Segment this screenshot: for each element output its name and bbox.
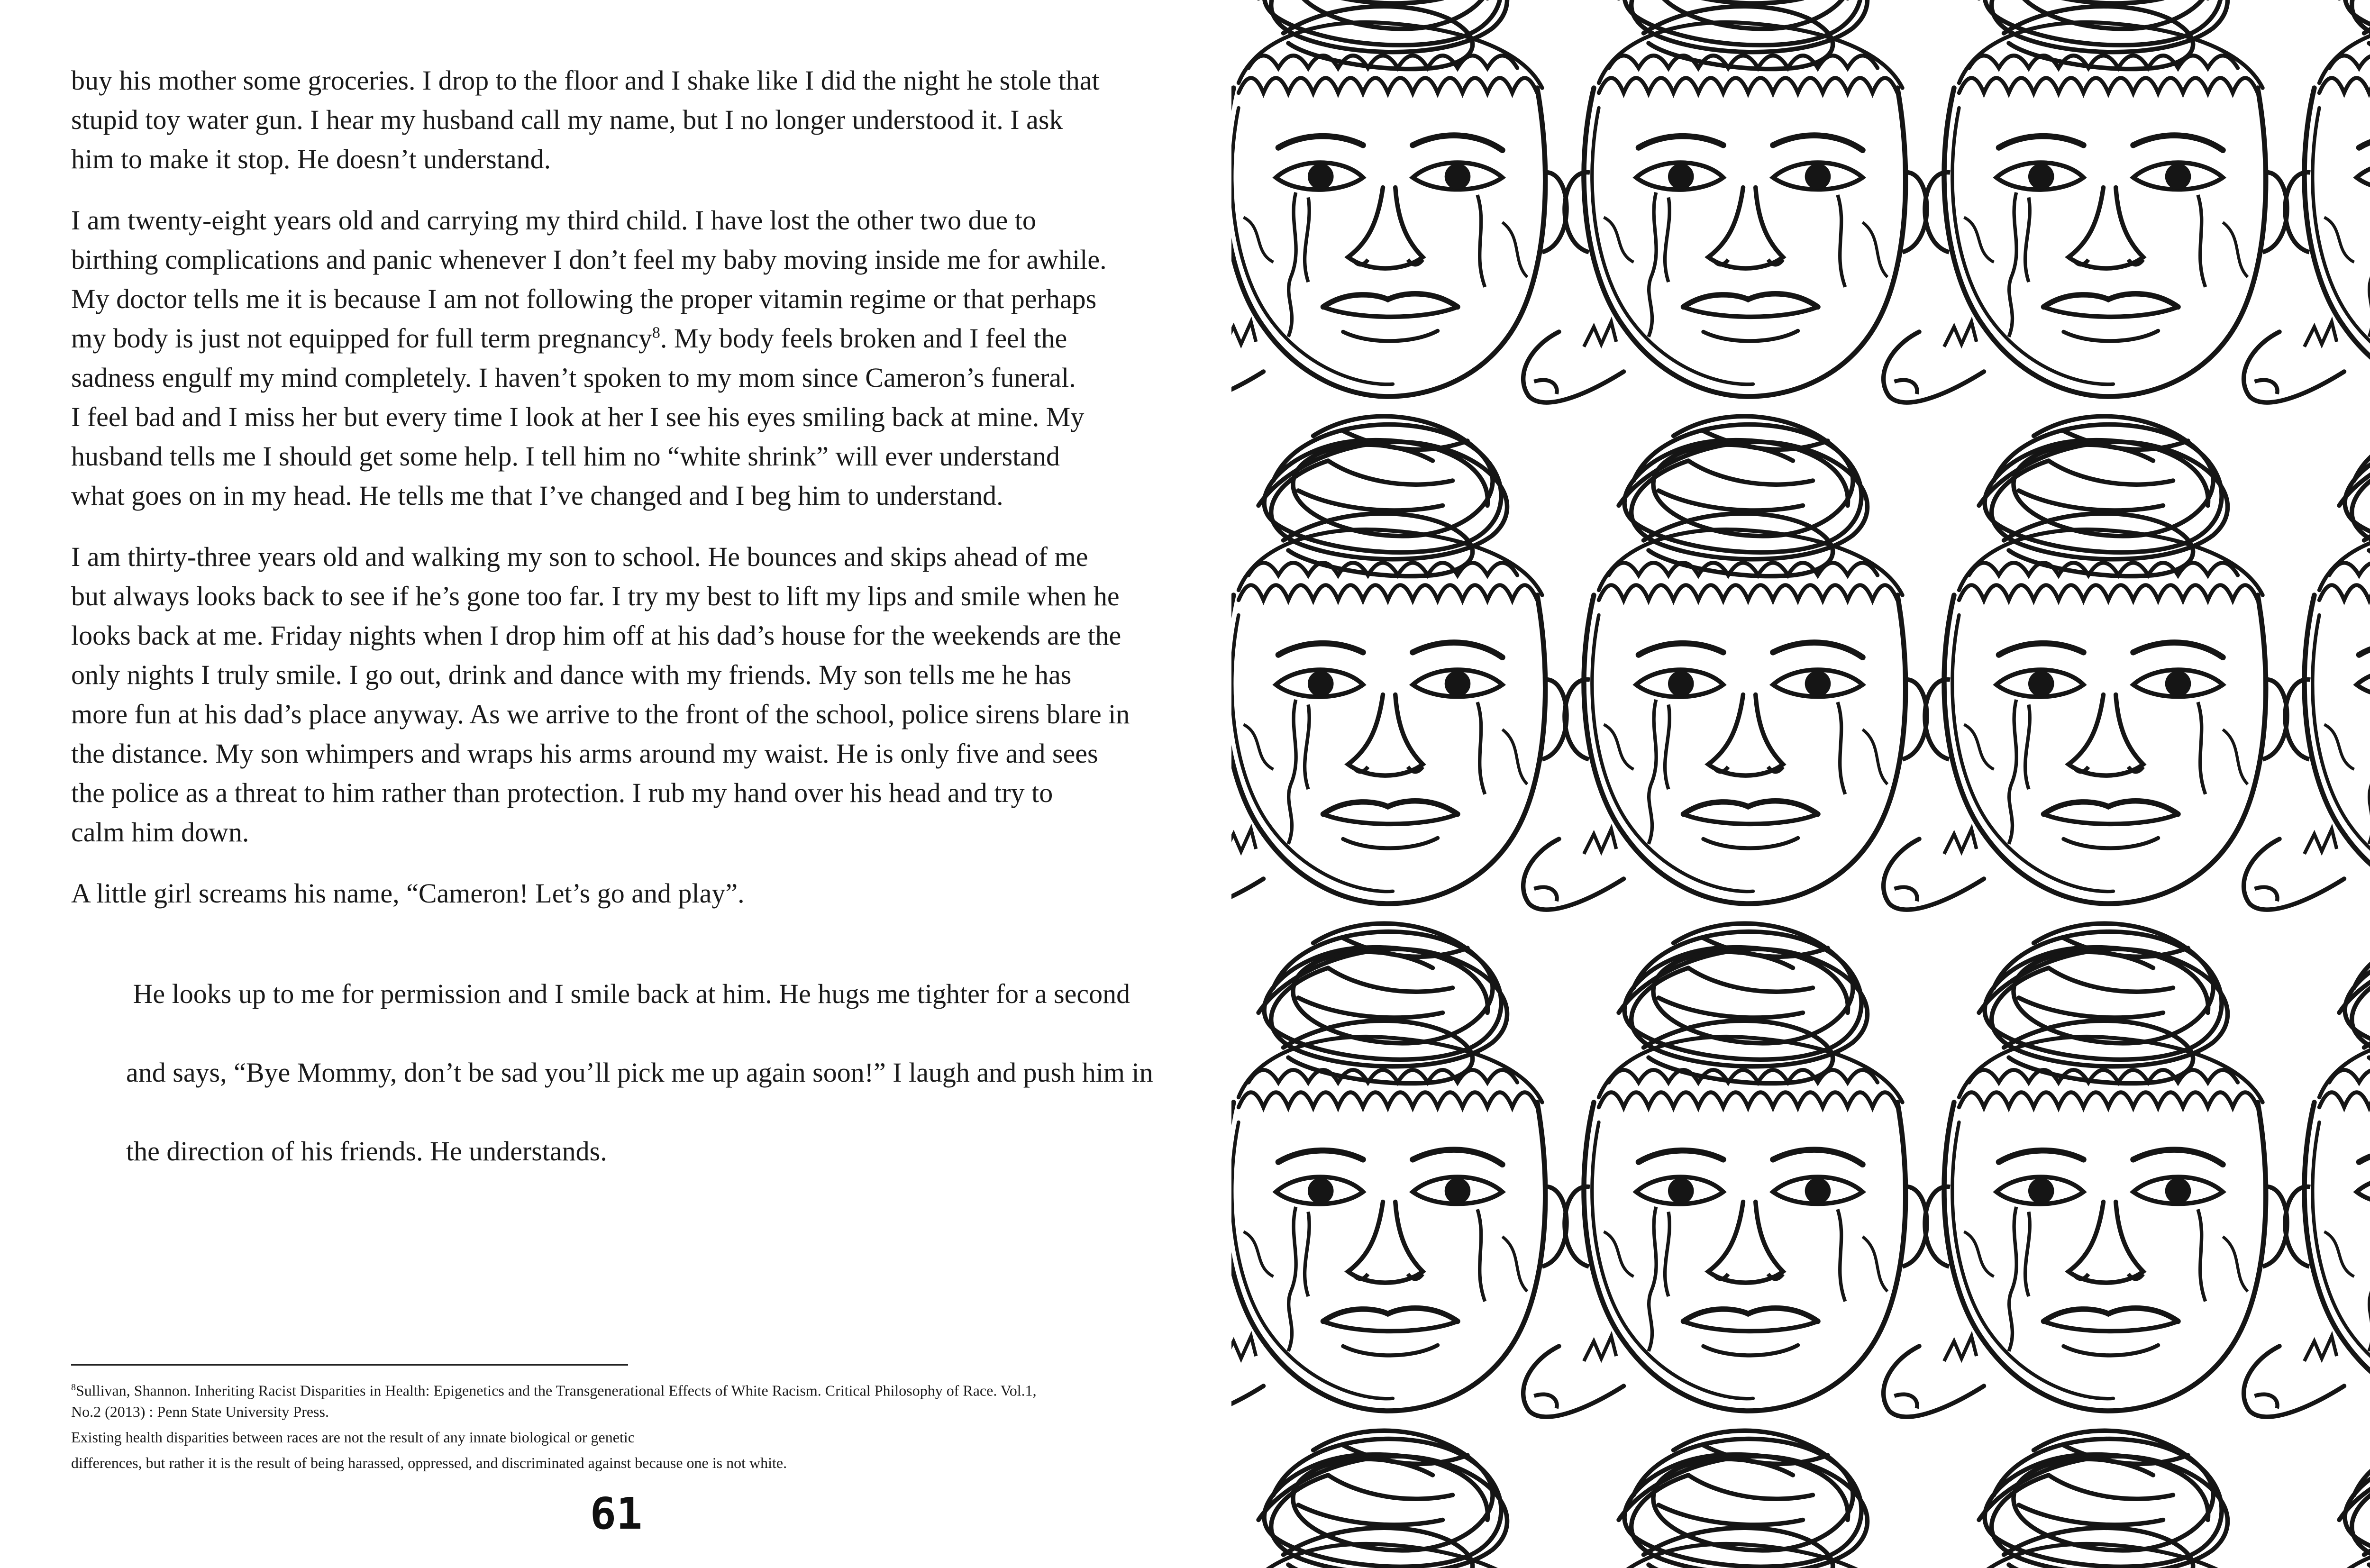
text-line: looks back at me. Friday nights when I drop him off at his dad’s house for the weekends are the bbox=[71, 620, 1121, 651]
text-line: only nights I truly smile. I go out, drink and dance with my friends. My son tells me he has bbox=[71, 659, 1072, 690]
text-line: I am thirty-three years old and walking my son to school. He bounces and skips ahead of me bbox=[71, 541, 1088, 572]
face-grid bbox=[1231, 0, 2370, 1568]
sketched-face bbox=[1523, 0, 1927, 402]
text-line: him to make it stop. He doesn’t understand. bbox=[71, 144, 551, 174]
text-line: A little girl screams his name, “Cameron! Let’s go and play”. bbox=[71, 878, 745, 909]
paragraph-5 bbox=[71, 935, 1171, 1210]
citation-line: Sullivan, Shannon. Inheriting Racist Disparities in Health: Epigenetics and the Transgenerational Effects of White Racism. Critical Philosophy of Race. Vol.1, bbox=[76, 1382, 1037, 1399]
sketched-face bbox=[1523, 1431, 1927, 1568]
text-line: my body is just not equipped for full term pregnancy bbox=[71, 323, 652, 354]
text-line: stupid toy water gun. I hear my husband call my name, but I no longer understood it. I ask bbox=[71, 104, 1063, 135]
footnote-reference: 8 bbox=[652, 324, 660, 342]
page-number: 61 bbox=[590, 1488, 643, 1539]
sketched-face bbox=[2244, 0, 2370, 402]
text-line: the police as a threat to him rather than protection. I rub my hand over his head and try to bbox=[71, 777, 1053, 808]
paragraph-3 bbox=[71, 537, 1171, 852]
text-line: more fun at his dad’s place anyway. As we arrive to the front of the school, police sirens blare in bbox=[71, 699, 1130, 729]
sketched-face bbox=[1523, 416, 1927, 910]
text-line: sadness engulf my mind completely. I haven’t spoken to my mom since Cameron’s funeral. bbox=[71, 362, 1076, 393]
text-line: and says, “Bye Mommy, don’t be sad you’ll pick me up again soon!” I laugh and push him in bbox=[126, 1057, 1153, 1088]
note-line: differences, but rather it is the result of being harassed, oppressed, and discriminated against because one is not white. bbox=[71, 1454, 787, 1471]
text-line: I feel bad and I miss her but every time I look at her I see his eyes smiling back at mine. My bbox=[71, 401, 1085, 432]
text-line: He looks up to me for permission and I smile back at him. He hugs me tighter for a second bbox=[126, 978, 1130, 1009]
paragraph-2 bbox=[71, 201, 1171, 515]
footnote-citation bbox=[71, 1377, 1171, 1422]
sketched-face bbox=[1884, 0, 2287, 402]
text-line: . My body feels broken and I feel the bbox=[660, 323, 1067, 354]
footnotes bbox=[71, 1377, 1171, 1478]
paragraph-4 bbox=[71, 874, 1171, 913]
sketched-face bbox=[1231, 416, 1567, 910]
body-text bbox=[71, 61, 1171, 1232]
sketched-face-pattern-illustration bbox=[1231, 0, 2370, 1568]
footnote-note bbox=[71, 1427, 1171, 1448]
sketched-face bbox=[1523, 923, 1927, 1417]
text-line: buy his mother some groceries. I drop to the floor and I shake like I did the night he stole that bbox=[71, 65, 1100, 96]
text-line: but always looks back to see if he’s gone too far. I try my best to lift my lips and smile when he bbox=[71, 581, 1120, 611]
text-line: what goes on in my head. He tells me that I’ve changed and I beg him to understand. bbox=[71, 480, 1003, 511]
paragraph-1 bbox=[71, 61, 1171, 179]
sketched-face bbox=[2244, 923, 2370, 1417]
text-line: birthing complications and panic whenever I don’t feel my baby moving inside me for awhile. bbox=[71, 244, 1107, 275]
text-line: husband tells me I should get some help. I tell him no “white shrink” will ever understand bbox=[71, 441, 1060, 472]
footnote-divider bbox=[71, 1364, 628, 1366]
text-line: My doctor tells me it is because I am not following the proper vitamin regime or that perhaps bbox=[71, 283, 1097, 314]
sketched-face bbox=[2244, 1431, 2370, 1568]
sketched-face bbox=[1231, 0, 1567, 402]
sketched-face bbox=[1884, 1431, 2287, 1568]
sketched-face bbox=[1884, 416, 2287, 910]
sketched-face bbox=[2244, 416, 2370, 910]
text-line: I am twenty-eight years old and carrying my third child. I have lost the other two due to bbox=[71, 205, 1036, 236]
footnote-note bbox=[71, 1452, 1171, 1473]
footnote-marker: 8 bbox=[71, 1382, 76, 1393]
illustration-page bbox=[1231, 0, 2370, 1568]
sketched-face bbox=[1231, 923, 1567, 1417]
note-line: Existing health disparities between races are not the result of any innate biological or genetic bbox=[71, 1428, 635, 1446]
sketched-face bbox=[1231, 1431, 1567, 1568]
citation-line: No.2 (2013) : Penn State University Press. bbox=[71, 1403, 329, 1420]
text-line: calm him down. bbox=[71, 817, 249, 848]
text-line: the direction of his friends. He understands. bbox=[126, 1136, 607, 1167]
text-line: the distance. My son whimpers and wraps his arms around my waist. He is only five and sees bbox=[71, 738, 1098, 769]
sketched-face bbox=[1884, 923, 2287, 1417]
